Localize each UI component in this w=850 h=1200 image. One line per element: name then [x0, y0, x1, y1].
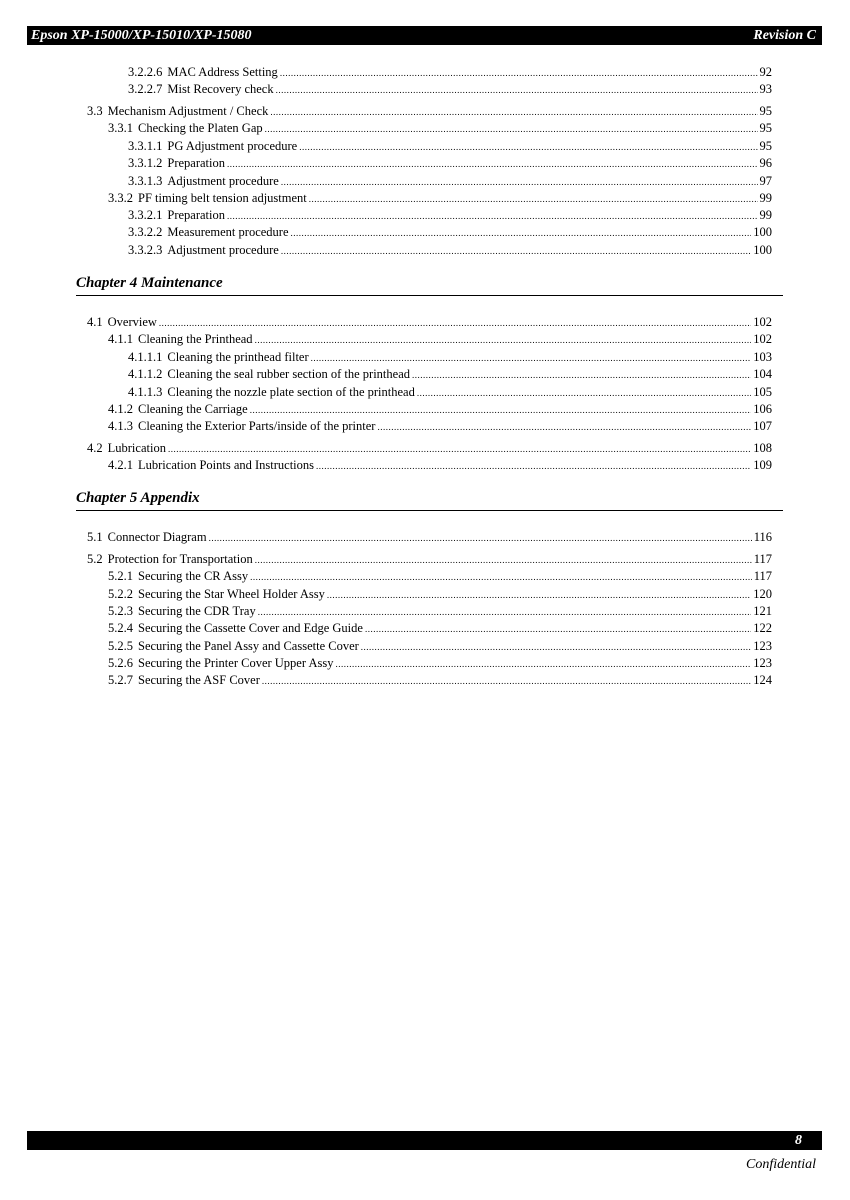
toc-entry-page: 99 [759, 191, 772, 205]
toc-entry-page: 102 [753, 315, 772, 329]
toc-entry-page: 122 [753, 621, 772, 635]
toc-entry-title: Connector Diagram [107, 530, 207, 544]
toc-entry-title: Checking the Platen Gap [138, 121, 263, 135]
toc-entry[interactable] [87, 314, 772, 331]
toc-leader-dots [209, 530, 752, 547]
toc-entry[interactable] [108, 603, 772, 620]
toc-entry-page: 116 [753, 530, 772, 544]
toc-entry-number: 4.1.1.1 [128, 350, 163, 364]
toc-leader-dots [262, 673, 751, 690]
toc-entry-title: Adjustment procedure [167, 243, 279, 257]
toc-entry-number: 3.3 [87, 104, 103, 118]
toc-entry-title: Overview [107, 315, 157, 329]
toc-entry-number: 4.1.2 [108, 402, 133, 416]
toc-entry-number: 5.2.2 [108, 587, 133, 601]
toc-entry-title: Securing the CDR Tray [138, 604, 256, 618]
toc-entry[interactable] [108, 568, 772, 585]
toc-leader-dots [280, 65, 758, 82]
toc-entry-number: 4.2.1 [108, 458, 133, 472]
toc-entry-number: 3.3.2.2 [128, 225, 163, 239]
toc-entry-number: 4.1.1.2 [128, 367, 163, 381]
toc-entry-page: 100 [753, 225, 772, 239]
toc-entry-title: Cleaning the printhead filter [167, 350, 309, 364]
toc-leader-dots [417, 385, 751, 402]
toc-entry-title: Cleaning the Exterior Parts/inside of the printer [138, 419, 376, 433]
page-footer [27, 1131, 822, 1150]
toc-leader-dots [327, 587, 751, 604]
toc-entry-page: 105 [753, 385, 772, 399]
toc-entry-page: 99 [759, 208, 772, 222]
toc-entry-number: 5.2.6 [108, 656, 133, 670]
toc-leader-dots [250, 402, 752, 419]
toc-entry[interactable] [108, 418, 772, 435]
toc-leader-dots [281, 174, 758, 191]
toc-entry-title: Measurement procedure [167, 225, 289, 239]
toc-entry[interactable] [128, 81, 772, 98]
toc-entry-number: 5.2.4 [108, 621, 133, 635]
toc-entry-title: Cleaning the seal rubber section of the printhead [167, 367, 411, 381]
toc-entry[interactable] [108, 672, 772, 689]
toc-entry[interactable] [128, 349, 772, 366]
toc-entry-page: 108 [753, 441, 772, 455]
toc-entry-title: Mechanism Adjustment / Check [107, 104, 269, 118]
toc-entry[interactable] [128, 207, 772, 224]
toc-entry-number: 3.2.2.7 [128, 82, 163, 96]
toc-entry-number: 3.3.2.3 [128, 243, 163, 257]
toc-leader-dots [168, 441, 751, 458]
toc-entry-title: PG Adjustment procedure [167, 139, 298, 153]
revision-label: Revision C [753, 28, 816, 43]
toc-entry-title: Securing the Panel Assy and Cassette Cover [138, 639, 359, 653]
toc-leader-dots [270, 104, 757, 121]
toc-entry-page: 117 [753, 552, 772, 566]
toc-leader-dots [281, 243, 751, 260]
page-header [27, 26, 822, 45]
toc-leader-dots [255, 332, 752, 349]
toc-entry-title: Cleaning the Carriage [138, 402, 248, 416]
toc-entry-page: 123 [753, 639, 772, 653]
toc-entry[interactable] [108, 457, 772, 474]
toc-entry-page: 117 [753, 569, 772, 583]
toc-leader-dots [258, 604, 752, 621]
toc-entry-number: 4.1.1.3 [128, 385, 163, 399]
toc-leader-dots [265, 121, 758, 138]
toc-entry-number: 5.2.5 [108, 639, 133, 653]
toc-entry-title: Preparation [167, 156, 225, 170]
toc-leader-dots [227, 156, 758, 173]
toc-entry-number: 5.2.1 [108, 569, 133, 583]
toc-entry-number: 5.1 [87, 530, 103, 544]
toc-entry-title: Securing the Printer Cover Upper Assy [138, 656, 334, 670]
toc-entry-title: PF timing belt tension adjustment [138, 191, 307, 205]
toc-entry[interactable] [108, 655, 772, 672]
toc-entry-title: Adjustment procedure [167, 174, 279, 188]
toc-entry-page: 121 [753, 604, 772, 618]
toc-entry[interactable] [87, 529, 772, 546]
toc-leader-dots [412, 367, 751, 384]
toc-entry-page: 103 [753, 350, 772, 364]
toc-entry-page: 96 [759, 156, 772, 170]
page-number: 8 [795, 1133, 802, 1148]
toc-entry-number: 5.2 [87, 552, 103, 566]
toc-entry-page: 95 [759, 104, 772, 118]
toc-entry[interactable] [128, 64, 772, 81]
toc-entry[interactable] [128, 138, 772, 155]
toc-entry-page: 104 [753, 367, 772, 381]
toc-entry-title: Lubrication [107, 441, 166, 455]
toc-entry-page: 106 [753, 402, 772, 416]
toc-leader-dots [309, 191, 758, 208]
toc-leader-dots [299, 139, 757, 156]
toc-entry-number: 4.2 [87, 441, 103, 455]
toc-leader-dots [227, 208, 758, 225]
toc-entry-title: Cleaning the Printhead [138, 332, 253, 346]
toc-leader-dots [377, 419, 751, 436]
toc-entry-page: 102 [753, 332, 772, 346]
toc-entry-title: Mist Recovery check [167, 82, 274, 96]
toc-entry-title: Securing the CR Assy [138, 569, 249, 583]
toc-entry-number: 3.3.2 [108, 191, 133, 205]
toc-leader-dots [276, 82, 758, 99]
toc-entry-title: Lubrication Points and Instructions [138, 458, 315, 472]
toc-entry-page: 92 [759, 65, 772, 79]
toc-entry-page: 95 [759, 121, 772, 135]
toc-entry-title: Securing the Cassette Cover and Edge Guide [138, 621, 363, 635]
toc-leader-dots [250, 569, 752, 586]
toc-entry-title: Securing the Star Wheel Holder Assy [138, 587, 325, 601]
toc-entry-number: 3.3.1.3 [128, 174, 163, 188]
toc-entry-page: 123 [753, 656, 772, 670]
toc-entry-page: 109 [753, 458, 772, 472]
confidential-label: Confidential [746, 1157, 816, 1172]
toc-entry[interactable] [128, 173, 772, 190]
toc-entry[interactable] [108, 190, 772, 207]
toc-entry-number: 5.2.3 [108, 604, 133, 618]
toc-entry[interactable] [87, 103, 772, 120]
toc-entry[interactable] [108, 586, 772, 603]
toc-entry-page: 100 [753, 243, 772, 257]
toc-entry-title: Cleaning the nozzle plate section of the printhead [167, 385, 415, 399]
toc-entry-number: 3.3.1.1 [128, 139, 163, 153]
toc-entry[interactable] [108, 401, 772, 418]
toc-leader-dots [316, 458, 751, 475]
toc-leader-dots [335, 656, 751, 673]
toc-leader-dots [159, 315, 751, 332]
toc-entry-number: 3.3.1 [108, 121, 133, 135]
toc-entry[interactable] [128, 384, 772, 401]
toc-entry-number: 4.1.1 [108, 332, 133, 346]
toc-entry-page: 97 [759, 174, 772, 188]
toc-entry[interactable] [128, 224, 772, 241]
toc-entry[interactable] [108, 331, 772, 348]
toc-entry[interactable] [108, 120, 772, 137]
chapter-4-heading: Chapter 4 Maintenance [76, 273, 783, 296]
toc-entry[interactable] [87, 551, 772, 568]
toc-leader-dots [361, 639, 751, 656]
toc-entry-title: Protection for Transportation [107, 552, 253, 566]
toc-entry-page: 124 [753, 673, 772, 687]
toc-leader-dots [255, 552, 752, 569]
toc-leader-dots [291, 225, 752, 242]
toc-entry-page: 95 [759, 139, 772, 153]
document-title: Epson XP-15000/XP-15010/XP-15080 [31, 28, 252, 43]
toc-entry-page: 120 [753, 587, 772, 601]
toc-entry-title: MAC Address Setting [167, 65, 278, 79]
toc-entry-number: 3.3.2.1 [128, 208, 163, 222]
toc-entry[interactable] [128, 366, 772, 383]
toc-entry-number: 3.3.1.2 [128, 156, 163, 170]
toc-entry[interactable] [108, 620, 772, 637]
toc-entry-title: Preparation [167, 208, 225, 222]
toc-entry-page: 93 [759, 82, 772, 96]
toc-entry[interactable] [108, 638, 772, 655]
toc-entry-number: 4.1.3 [108, 419, 133, 433]
toc-entry[interactable] [87, 440, 772, 457]
toc-entry-number: 4.1 [87, 315, 103, 329]
toc-entry[interactable] [128, 242, 772, 259]
toc-entry-page: 107 [753, 419, 772, 433]
chapter-5-heading: Chapter 5 Appendix [76, 488, 783, 511]
toc-entry-title: Securing the ASF Cover [138, 673, 260, 687]
toc-leader-dots [311, 350, 752, 367]
toc-entry[interactable] [128, 155, 772, 172]
toc-leader-dots [365, 621, 751, 638]
toc-entry-number: 3.2.2.6 [128, 65, 163, 79]
toc-entry-number: 5.2.7 [108, 673, 133, 687]
